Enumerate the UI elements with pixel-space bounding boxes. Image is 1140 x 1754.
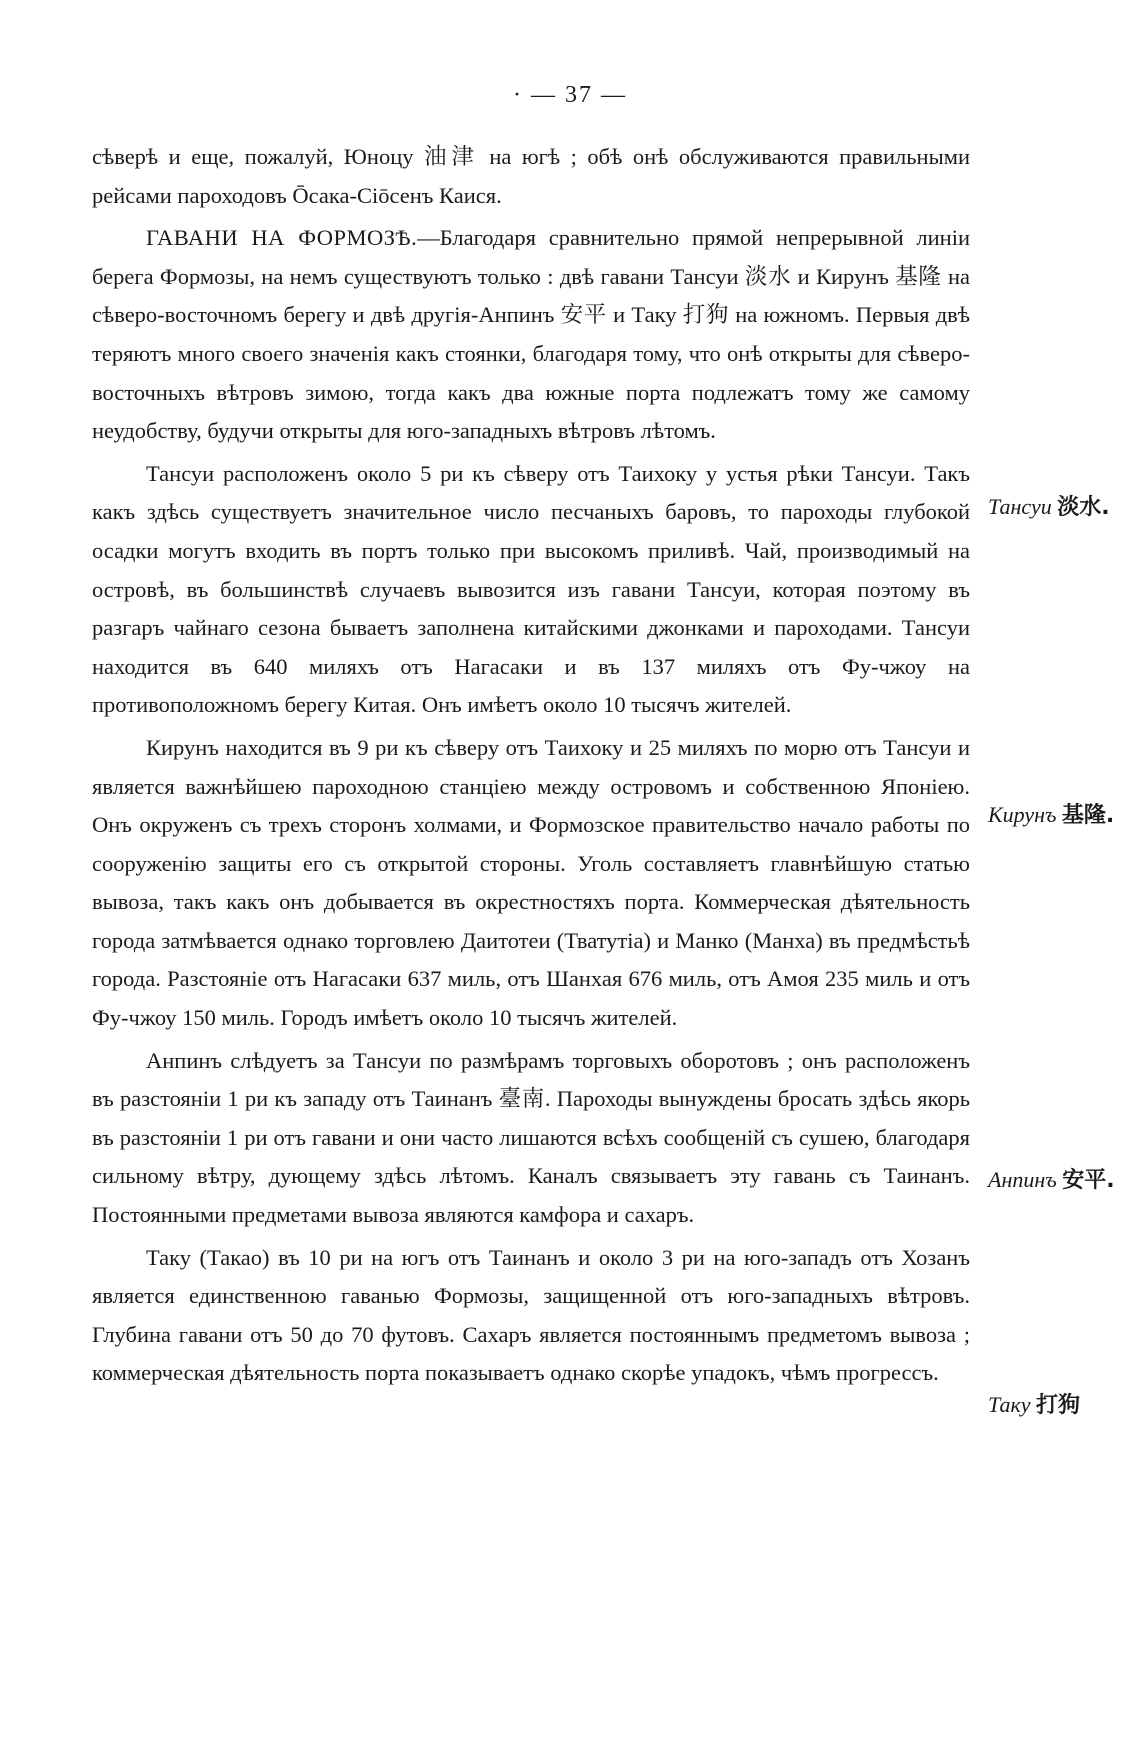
paragraph-continuation: сѣверѣ и еще, пожалуй, Юноцу 油津 на югѣ ; обѣ онѣ обслуживаются правильными рейсами пароходовъ Ōсака-Сiōсенъ Каися. — [92, 144, 970, 208]
paragraph-tansui: Тансуи расположенъ около 5 ри къ сѣверу отъ Таихоку у устья рѣки Тансуи. Такъ какъ здѣсь существуетъ значительное число песчаныхъ баровъ, то пароходы глубокой осадки могутъ входить въ портъ только при высокомъ приливѣ. Чай, производимый на островѣ, въ большинствѣ случаевъ вывозится изъ гавани Тансуи, которая поэтому въ разгаръ чайнаго сезона бываетъ заполнена китайскими джонками и пароходами. Тансуи находится въ 640 миляхъ отъ Нагасаки и въ 137 миляхъ отъ Фу-чжоу на противоположномъ берегу Китая. Онъ имѣетъ около 10 тысячъ жителей. — [92, 460, 970, 718]
page-number: · — 37 — — [513, 82, 627, 108]
margin-note-label: Таку — [988, 1392, 1031, 1417]
margin-note-taku — [988, 1388, 1138, 1419]
paragraph-kirun: Кирунъ находится въ 9 ри къ сѣверу отъ Таихоку и 25 миляхъ по морю отъ Тансуи и является важнѣйшею пароходною станцiею между островомъ и собственною Японiею. Онъ окруженъ съ трехъ сторонъ холмами, и Формозское правительство начало работы по сооруженiю защиты его съ открытой стороны. Уголь составляетъ главнѣйшую статью вывоза, такъ какъ онъ добывается въ окрестностяхъ порта. Коммерческая дѣятельность города затмѣвается однако торговлею Даитотеи (Тватутiа) и Манко (Манха) въ предмѣстьѣ города. Разстоянiе отъ Нагасаки 637 миль, отъ Шанхая 676 миль, отъ Амоя 235 миль и отъ Фу-чжоу 150 миль. Городъ имѣетъ около 10 тысячъ жителей. — [92, 734, 970, 1031]
margin-note-label: Анпинъ — [988, 1167, 1057, 1192]
margin-note-cjk: 安平. — [1062, 1168, 1115, 1193]
margin-note-label: Кирунъ — [988, 802, 1057, 827]
margin-note-anpin — [988, 1163, 1138, 1194]
margin-note-kirun — [988, 798, 1138, 829]
body-text — [92, 138, 970, 1397]
paragraph-anpin: Анпинъ слѣдуетъ за Тансуи по размѣрамъ торговыхъ оборотовъ ; онъ расположенъ въ разстоянiи 1 ри къ западу отъ Таинанъ 臺南. Пароходы вынуждены бросать здѣсь якорь въ разстоянiи 1 ри отъ гавани и они часто лишаются всѣхъ сообщенiй съ сушею, благодаря сильному вѣтру, дующему здѣсь лѣтомъ. Каналъ связываетъ эту гавань съ Таинанъ. Постоянными предметами вывоза являются камфора и сахаръ. — [92, 1047, 970, 1228]
margin-note-cjk: 淡水. — [1057, 495, 1110, 520]
margin-note-cjk: 打狗 — [1036, 1393, 1081, 1418]
paragraph-harbors-text: —Благодаря сравнительно прямой непрерывной линiи берега Формозы, на немъ существуютъ только : двѣ гавани Тансуи 淡水 и Кирунъ 基隆 на сѣверо-восточномъ берегу и двѣ другiя-Анпинъ 安平 и Таку 打狗 на южномъ. Первыя двѣ теряютъ много своего значенiя какъ стоянки, благодаря тому, что онѣ открыты для сѣверо-восточныхъ вѣтровъ зимою, тогда какъ два южные порта подлежатъ тому же самому неудобству, будучи открыты для юго-западныхъ вѣтровъ лѣтомъ. — [92, 225, 970, 444]
margin-note-cjk: 基隆. — [1061, 803, 1115, 828]
margin-note-label: Тансуи — [988, 494, 1052, 519]
section-heading: ГАВАНИ НА ФОРМОЗѢ. — [146, 225, 418, 251]
paragraph-taku: Таку (Такао) въ 10 ри на югъ отъ Таинанъ и около 3 ри на юго-западъ отъ Хозанъ является единственною гаванью Формозы, защищенной отъ юго-западныхъ вѣтровъ. Глубина гавани отъ 50 до 70 футовъ. Сахаръ является постояннымъ предметомъ вывоза ; коммерческая дѣятельность порта показываетъ однако скорѣе упадокъ, чѣмъ прогрессъ. — [92, 1244, 970, 1386]
paragraph-harbors-heading — [92, 219, 970, 451]
margin-note-tansui — [988, 490, 1138, 521]
